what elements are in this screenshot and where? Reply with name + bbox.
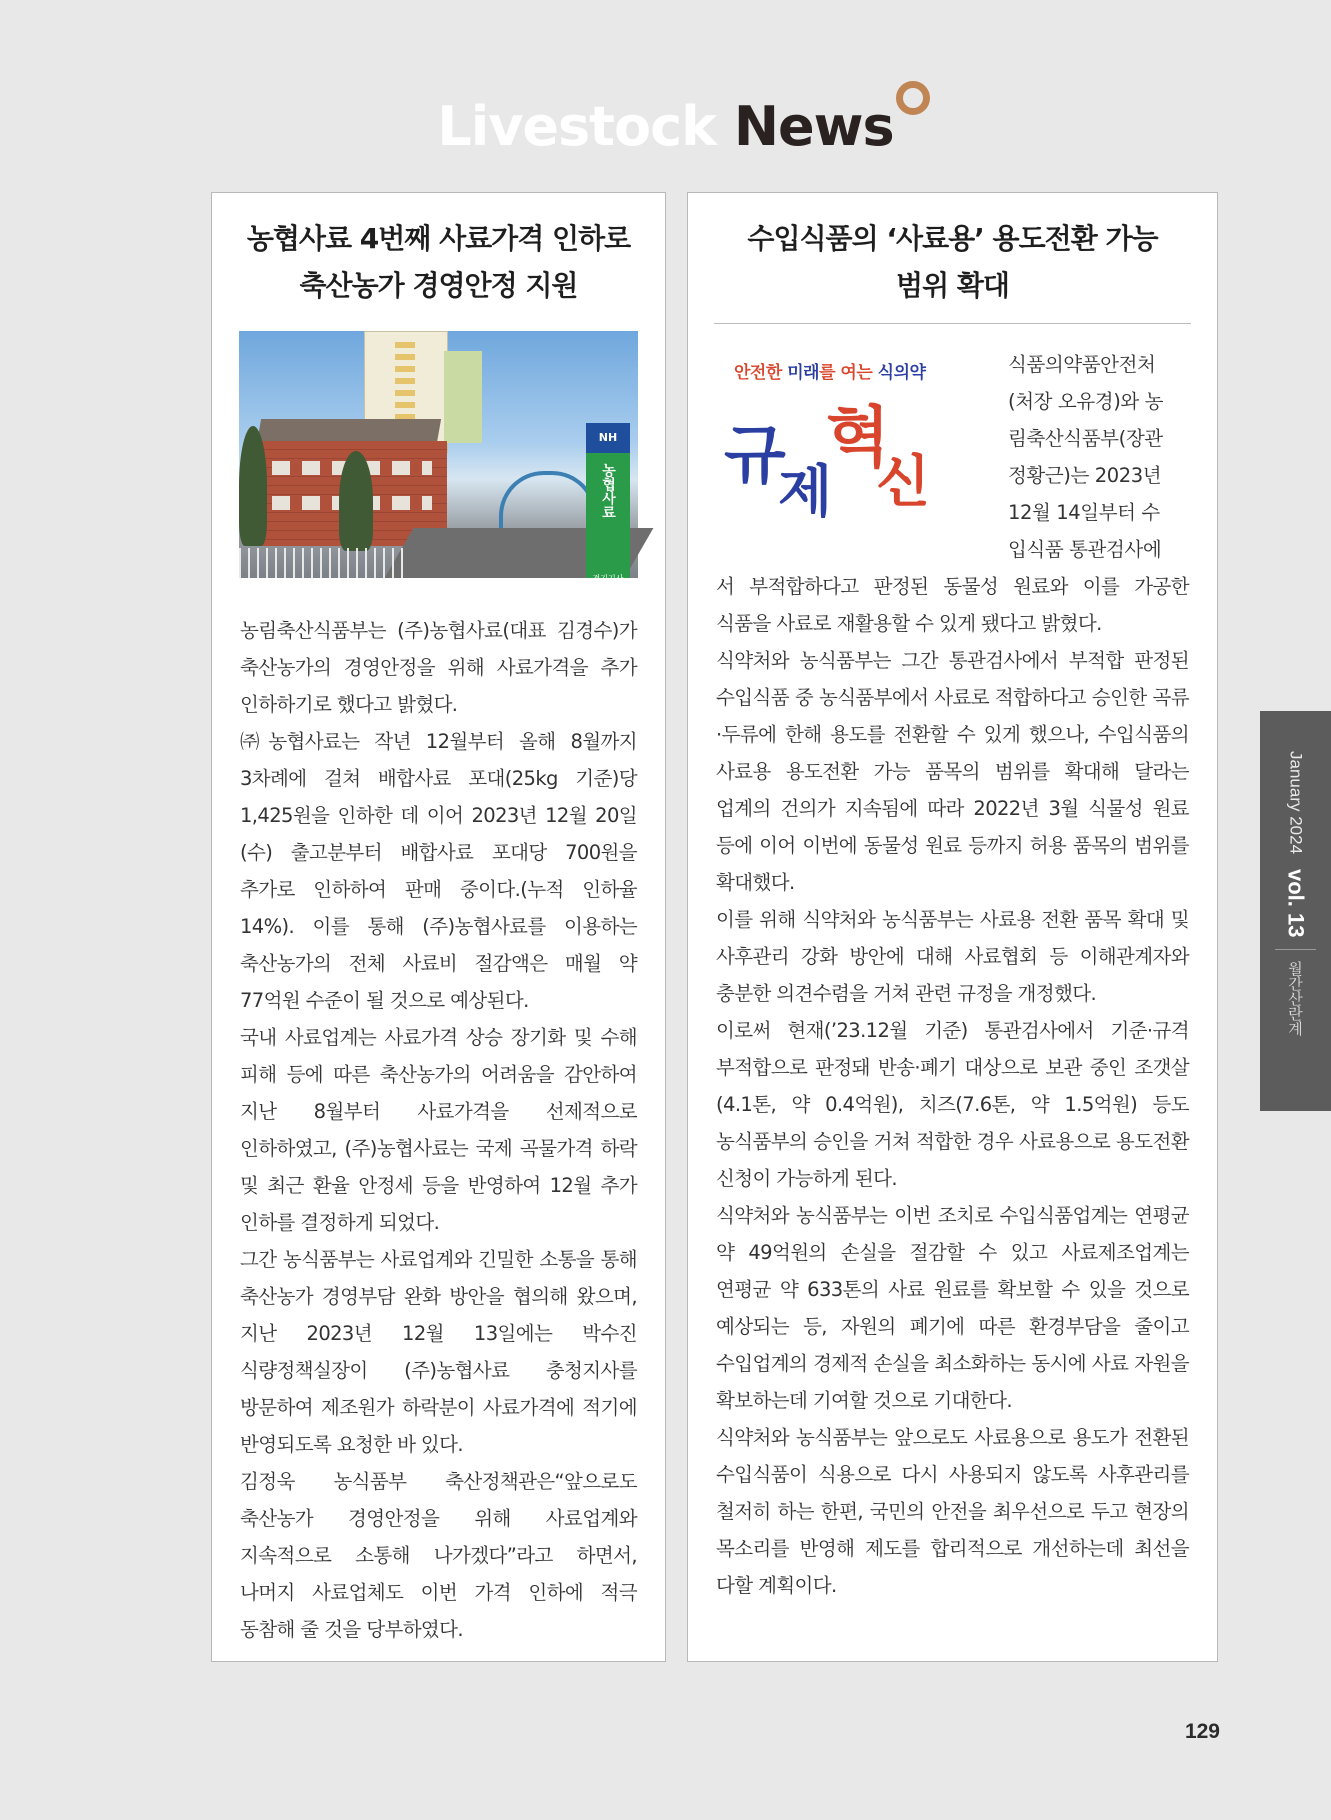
left-headline-line1: 농협사료 4번째 사료가격 인하로: [246, 222, 631, 255]
photo-gate: [499, 471, 597, 530]
intro-line: 입식품 통관검사에: [1008, 538, 1162, 561]
right-paragraph-4: 이로써 현재(’23.12월 기준) 통관검사에서 기준·규격 부적합으로 판정돼 반송·폐기 대상으로 보관 중인 조갯살(4.1톤, 약 0.4억원), 치즈(7.6톤, 약 1.5억원) 등도 농식품부의 승인을 거쳐 적합한 경우 사료용으로 용도전환 신청이 가능하게 된다.: [716, 1019, 1189, 1190]
masthead: [0, 92, 1331, 162]
page-number: 129: [1184, 1720, 1220, 1743]
left-paragraph-2: ㈜농협사료는 작년 12월부터 올해 8월까지 3차례에 걸쳐 배합사료 포대(25kg 기준)당 1,425원을 인하한 데 이어 2023년 12월 20일(수) 출고분부터 배합사료 포대당 700원을 추가로 인하하여 판매 중이다.(누적 인하율 14%). 이를 통해 (주)농협사료를 이용하는 축산농가의 전체 사료비 절감액은 매월 약 77억원 수준이 될 것으로 예상된다.: [240, 730, 637, 1012]
right-paragraph-3: 이를 위해 식약처와 농식품부는 사료용 전환 품목 확대 및 사후관리 강화 방안에 대해 사료협회 등 이해관계자와 충분한 의견수렴을 거쳐 관련 규정을 개정했다.: [716, 908, 1189, 1005]
logo-char-3: 혁: [826, 398, 890, 476]
left-article-headline: [224, 215, 653, 309]
ring-ornament-icon: [896, 81, 930, 115]
publication-name: 월간산란계: [1286, 961, 1304, 1036]
right-article-intro: [716, 346, 1189, 568]
right-paragraph-6: 식약처와 농식품부는 앞으로도 사료용으로 용도가 전환된 수입식품이 식용으로 다시 사용되지 않도록 사후관리를 철저히 하는 한편, 국민의 안전을 최우선으로 두고 현장의 목소리를 반영해 제도를 합리적으로 개선하는데 최선을 다할 계획이다.: [716, 1426, 1189, 1597]
issue-volume: vol. 13: [1283, 868, 1309, 938]
right-paragraph-2: 식약처와 농식품부는 그간 통관검사에서 부적합 판정된 수입식품 중 농식품부에서 사료로 적합하다고 승인한 곡류·두류에 한해 용도를 전환할 수 있게 했으나, 수입식품의 사료용 용도전환 가능 품목의 범위를 확대해 달라는 업계의 건의가 지속됨에 따라 2022년 3월 식물성 원료 등에 이어 이번에 동물성 원료 등까지 허용 품목의 범위를 확대했다.: [716, 649, 1189, 894]
photo-fence: [239, 548, 409, 578]
masthead-word-news-text: News: [733, 95, 894, 158]
left-paragraph-3: 국내 사료업계는 사료가격 상승 장기화 및 수해 피해 등에 따른 축산농가의 어려움을 감안하여 지난 8월부터 사료가격을 선제적으로 인하하였고, (주)농협사료는 국제 곡물가격 하락 및 최근 환율 안정세 등을 반영하여 12월 추가 인하를 결정하게 되었다.: [240, 1026, 637, 1234]
intro-line: 12월 14일부터 수: [1008, 501, 1160, 524]
masthead-word-livestock: Livestock: [437, 95, 717, 158]
left-paragraph-5: 김정욱 농식품부 축산정책관은“앞으로도 축산농가 경영안정을 위해 사료업계와 지속적으로 소통해 나가겠다”라고 하면서, 나머지 사료업체도 이번 가격 인하에 적극 동참해 줄 것을 당부하였다.: [240, 1470, 637, 1641]
right-paragraph-1: 서 부적합하다고 판정된 동물성 원료와 이를 가공한 식품을 사료로 재활용할 수 있게 됐다고 밝혔다.: [716, 575, 1189, 635]
slogan-part: 미래: [787, 363, 820, 383]
slogan-part: 식의약: [877, 363, 926, 383]
left-article-body: [240, 612, 637, 1648]
right-article-body: [716, 568, 1189, 1604]
photo-tree: [239, 426, 267, 546]
intro-line: 정황근)는 2023년: [1008, 464, 1162, 487]
intro-beside-logo: [1008, 346, 1191, 568]
issue-date: January 2024: [1286, 751, 1306, 855]
tab-divider: [1275, 949, 1316, 950]
slogan-part: 안전한: [734, 363, 782, 383]
right-article-card: [687, 192, 1218, 1662]
issue-date-volume: [1283, 751, 1309, 937]
right-paragraph-5: 식약처와 농식품부는 이번 조치로 수입식품업계는 연평균 약 49억원의 손실을 절감할 수 있고 사료제조업계는 연평균 약 633톤의 사료 원료를 확보할 수 있을 것으로 예상되는 등, 자원의 폐기에 따른 환경부담을 줄이고 수입업계의 경제적 손실을 최소화하는 동시에 사료 자원을 확보하는데 기여할 것으로 기대한다.: [716, 1204, 1189, 1412]
intro-line: 식품의약품안전처: [1008, 353, 1156, 376]
logo-char-1: 규: [724, 418, 786, 493]
left-headline-line2: 축산농가 경영안정 지원: [299, 269, 578, 302]
left-paragraph-4: 그간 농식품부는 사료업계와 긴밀한 소통을 통해 축산농가 경영부담 완화 방안을 협의해 왔으며, 지난 2023년 12월 13일에는 박수진 식량정책실장이 (주)농협사료 충청지사를 방문하여 제조원가 하락분이 사료가격에 적기에 반영되도록 요청한 바 있다.: [240, 1248, 637, 1456]
photo-nh-sign: [586, 423, 630, 583]
photo-tower-annex: [444, 351, 482, 443]
right-article-headline: [714, 215, 1191, 324]
sign-text: 농협사료: [600, 463, 616, 519]
right-headline-line1: 수입식품의 ‘사료용’ 용도전환 가능: [747, 222, 1158, 255]
slogan-part: 를 여는: [819, 363, 873, 383]
intro-line: (처장 오유경)와 농: [1008, 390, 1164, 413]
masthead-word-news: [734, 95, 894, 158]
logo-slogan: [734, 358, 925, 383]
photo-tree: [339, 451, 373, 551]
left-article-card: [211, 192, 666, 1662]
feed-plant-photo: [239, 331, 638, 583]
logo-char-4: 신: [876, 449, 931, 515]
right-headline-line2: 범위 확대: [896, 269, 1009, 302]
photo-roof: [257, 419, 441, 443]
sign-nh-logo: NH: [586, 423, 630, 453]
issue-side-tab: [1260, 711, 1331, 1111]
sign-branch: 경기지사: [592, 574, 624, 583]
intro-line: 림축산식품부(장관: [1008, 427, 1163, 450]
logo-char-2: 제: [778, 459, 833, 525]
left-paragraph-1: 농림축산식품부는 (주)농협사료(대표 김경수)가 축산농가의 경영안정을 위해 사료가격을 추가 인하하기로 했다고 밝혔다.: [240, 619, 637, 716]
regulation-innovation-logo: [716, 346, 946, 546]
